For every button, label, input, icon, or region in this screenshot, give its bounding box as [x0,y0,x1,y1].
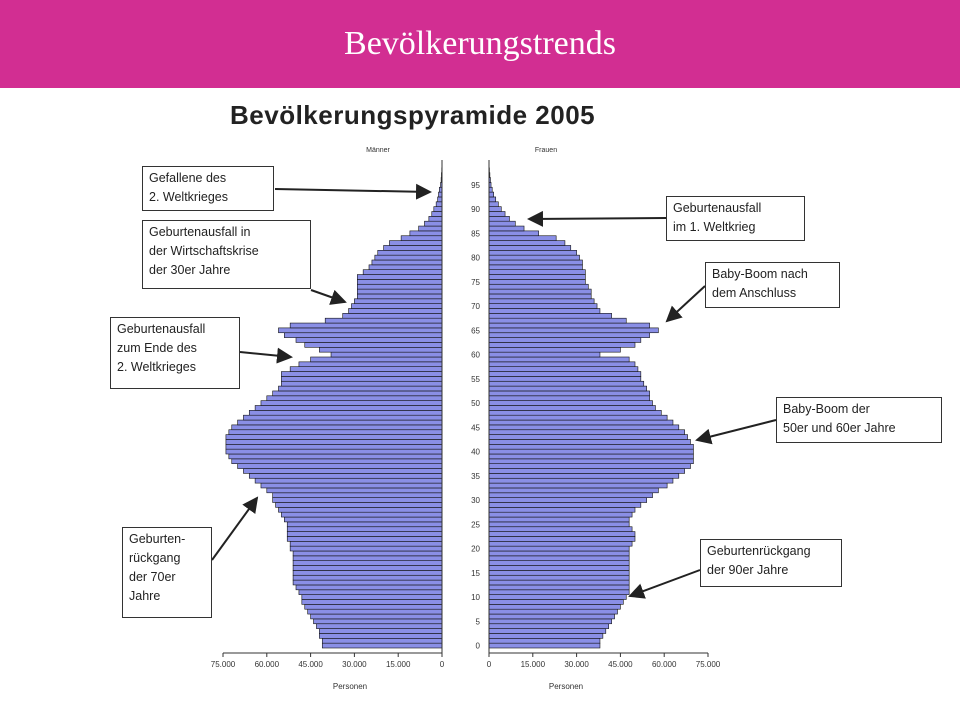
male-bar-age-32 [267,488,442,493]
x-tick-left-label: 45.000 [298,660,323,669]
male-bar-age-0 [322,643,442,648]
male-bar-age-85 [410,231,442,236]
male-bar-age-82 [384,245,442,250]
x-axis-label-left: Personen [332,682,368,691]
male-bar-age-88 [429,216,442,221]
female-bar-age-49 [489,406,655,411]
female-bar-age-57 [489,367,638,372]
age-tick-label: 55 [471,374,480,384]
male-bar-age-13 [293,580,442,585]
female-bar-age-18 [489,556,629,561]
female-bar-age-29 [489,503,641,508]
female-bar-age-40 [489,449,693,454]
male-bar-age-44 [229,430,442,435]
male-bar-age-4 [316,624,442,629]
female-bar-age-82 [489,245,571,250]
age-tick-label: 25 [471,520,480,530]
male-bar-age-50 [261,401,442,406]
female-bar-age-15 [489,570,629,575]
male-bar-age-76 [357,275,442,280]
female-bar-age-3 [489,629,606,634]
female-bar-age-90 [489,207,501,212]
annotation-arrow [529,218,666,219]
male-bar-age-75 [357,279,442,284]
female-bar-age-20 [489,546,629,551]
female-bar-age-86 [489,226,524,231]
female-bar-age-83 [489,241,565,246]
male-bar-age-84 [401,236,442,241]
female-bar-age-46 [489,420,673,425]
female-bar-age-23 [489,532,635,537]
female-bar-age-33 [489,483,667,488]
x-tick-right-label: 45.000 [608,660,633,669]
male-bar-age-31 [273,493,442,498]
female-bar-age-75 [489,279,585,284]
female-bar-age-36 [489,469,685,474]
male-bar-age-63 [296,338,442,343]
male-bar-age-19 [293,551,442,556]
female-bar-age-68 [489,313,612,318]
male-bar-age-77 [363,270,442,275]
age-tick-label: 70 [471,302,480,312]
female-bar-age-89 [489,212,505,217]
female-bar-age-10 [489,595,626,600]
annotation-gefallene: Gefallene des 2. Weltkrieges [142,166,274,211]
male-bar-age-72 [357,294,442,299]
x-tick-left-label: 0 [439,660,445,669]
male-bar-age-54 [281,381,442,386]
male-bar-age-11 [299,590,442,595]
male-bar-age-62 [305,342,442,347]
male-bar-age-61 [319,347,442,352]
male-bar-age-73 [357,289,442,294]
age-tick-label: 95 [471,180,480,190]
female-bar-age-1 [489,638,600,643]
male-bar-age-93 [438,192,442,197]
female-bar-age-78 [489,265,582,270]
male-bar-age-46 [238,420,442,425]
age-tick-label: 0 [475,641,480,651]
female-bar-age-31 [489,493,653,498]
female-bar-age-93 [489,192,494,197]
x-tick-left-label: 60.000 [254,660,280,669]
chart-title: Bevölkerungspyramide 2005 [230,100,596,130]
female-bar-age-32 [489,488,658,493]
age-tick-label: 30 [471,496,480,506]
female-bar-age-69 [489,309,600,314]
male-bar-age-35 [249,473,442,478]
male-bar-age-47 [243,415,442,420]
male-bar-age-92 [438,197,442,202]
male-bar-age-79 [372,260,442,265]
male-bar-age-3 [319,629,442,634]
male-bar-age-45 [232,425,442,430]
female-bar-age-47 [489,415,667,420]
male-bar-age-42 [226,439,442,444]
female-bar-age-62 [489,342,635,347]
male-bar-age-83 [389,241,442,246]
male-bar-age-34 [255,478,442,483]
male-bar-age-68 [343,313,442,318]
age-tick-label: 75 [471,277,480,287]
female-bar-age-67 [489,318,626,323]
female-bar-age-87 [489,221,515,226]
female-bar-age-37 [489,464,690,469]
annotation-arrow [697,420,776,440]
female-bars [489,163,693,648]
female-bar-age-88 [489,216,509,221]
x-tick-right-label: 60.000 [651,660,677,669]
male-bar-age-10 [302,595,442,600]
female-bar-age-77 [489,270,585,275]
female-bar-age-64 [489,333,650,338]
male-bar-age-39 [229,454,442,459]
female-bar-age-71 [489,299,594,304]
male-bar-age-2 [319,633,442,638]
male-bar-age-37 [238,464,442,469]
female-bar-age-45 [489,425,679,430]
x-axis-label-right: Personen [548,682,584,691]
x-tick-right-label: 0 [486,660,492,669]
annotation-arrow [630,570,700,596]
female-bar-age-70 [489,304,597,309]
male-bar-age-60 [331,352,442,357]
female-bar-age-38 [489,459,693,464]
female-bar-age-0 [489,643,600,648]
male-bar-age-25 [287,522,442,527]
age-tick-label: 80 [471,253,480,263]
male-bar-age-38 [232,459,442,464]
male-bar-age-71 [354,299,442,304]
male-bar-age-22 [287,536,442,541]
female-bar-age-14 [489,575,629,580]
female-bar-age-66 [489,323,650,328]
male-bar-age-30 [273,498,442,503]
female-bar-age-35 [489,473,679,478]
female-bar-age-11 [489,590,629,595]
male-bar-age-89 [432,212,442,217]
male-bar-age-6 [311,614,442,619]
female-bar-age-9 [489,600,623,605]
annotation-kriegsende: Geburtenausfall zum Ende des 2. Weltkrieges [110,317,240,389]
female-bar-age-22 [489,536,635,541]
male-bar-age-20 [290,546,442,551]
male-bar-age-7 [308,609,442,614]
male-bar-age-52 [273,391,442,396]
annotation-neunziger: Geburtenrückgang der 90er Jahre [700,539,842,587]
age-tick-label: 65 [471,326,480,336]
male-bar-age-57 [290,367,442,372]
female-bar-age-74 [489,284,588,289]
male-bar-age-28 [278,507,442,512]
female-bar-age-72 [489,294,591,299]
female-bar-age-85 [489,231,539,236]
age-tick-label: 60 [471,350,480,360]
age-tick-label: 90 [471,205,480,215]
female-bar-age-24 [489,527,632,532]
female-bar-age-42 [489,439,690,444]
male-bar-age-17 [293,561,442,566]
female-bar-age-39 [489,454,693,459]
male-bar-age-12 [296,585,442,590]
female-bar-age-60 [489,352,600,357]
male-bar-age-33 [261,483,442,488]
female-bar-age-2 [489,633,603,638]
female-bar-age-25 [489,522,629,527]
female-bar-age-52 [489,391,650,396]
female-bar-age-12 [489,585,629,590]
male-bar-age-87 [424,221,442,226]
male-bar-age-58 [299,362,442,367]
female-bar-age-51 [489,396,650,401]
female-bar-age-50 [489,401,653,406]
age-tick-label: 45 [471,423,480,433]
male-bar-age-18 [293,556,442,561]
female-bar-age-44 [489,430,685,435]
female-bar-age-41 [489,444,693,449]
x-tick-right-label: 30.000 [564,660,589,669]
female-bar-age-13 [489,580,629,585]
female-bar-age-16 [489,566,629,571]
female-bar-age-79 [489,260,582,265]
male-bar-age-69 [349,309,442,314]
female-bar-age-48 [489,410,661,415]
x-tick-left-label: 75.000 [210,660,236,669]
male-bar-age-74 [357,284,442,289]
male-bar-age-49 [255,406,442,411]
annotation-babyboom: Baby-Boom der 50er und 60er Jahre [776,397,942,443]
male-bar-age-23 [287,532,442,537]
male-bar-age-64 [284,333,442,338]
male-bar-age-81 [378,250,442,255]
female-label: Frauen [534,147,558,154]
male-bar-age-5 [314,619,442,624]
x-tick-left-label: 30.000 [342,660,367,669]
female-bar-age-8 [489,604,620,609]
x-tick-right-label: 75.000 [695,660,721,669]
male-bar-age-24 [287,527,442,532]
female-bar-age-30 [489,498,647,503]
male-bar-age-29 [276,503,442,508]
male-bar-age-26 [284,517,442,522]
annotation-anschluss: Baby-Boom nach dem Anschluss [705,262,840,308]
female-bar-age-91 [489,202,498,207]
age-tick-label: 10 [471,593,480,603]
age-tick-label: 5 [475,617,480,627]
female-bar-age-27 [489,512,632,517]
annotation-arrow [311,290,345,302]
female-bar-age-21 [489,541,632,546]
male-bar-age-91 [436,202,442,207]
female-bar-age-81 [489,250,577,255]
age-tick-label: 20 [471,544,480,554]
age-tick-label: 85 [471,229,480,239]
female-bar-age-5 [489,619,612,624]
male-bar-age-40 [226,449,442,454]
male-bar-age-41 [226,444,442,449]
male-bar-age-67 [325,318,442,323]
male-label: Männer [366,147,390,154]
female-bar-age-7 [489,609,617,614]
slide-title: Bevölkerungstrends [344,25,616,62]
male-bar-age-53 [278,386,442,391]
male-bar-age-66 [290,323,442,328]
male-bar-age-70 [351,304,442,309]
male-bar-age-15 [293,570,442,575]
male-bar-age-65 [278,328,442,333]
female-bar-age-61 [489,347,620,352]
female-bar-age-34 [489,478,673,483]
male-bar-age-80 [375,255,442,260]
x-tick-right-label: 15.000 [520,660,546,669]
male-bar-age-43 [226,435,442,440]
x-tick-left-label: 15.000 [385,660,411,669]
male-bar-age-59 [311,357,442,362]
male-bar-age-36 [243,469,442,474]
female-bar-age-26 [489,517,629,522]
male-bar-age-56 [281,372,442,377]
male-bar-age-21 [290,541,442,546]
female-bar-age-76 [489,275,585,280]
female-bar-age-92 [489,197,496,202]
male-bar-age-16 [293,566,442,571]
female-bar-age-19 [489,551,629,556]
female-bar-age-43 [489,435,688,440]
annotation-wirtschaftskrise: Geburtenausfall in der Wirtschaftskrise der 30er Jahre [142,220,311,289]
female-bar-age-56 [489,372,641,377]
age-tick-label: 50 [471,399,480,409]
female-bar-age-65 [489,328,658,333]
male-bar-age-9 [302,600,442,605]
female-bar-age-80 [489,255,580,260]
female-bar-age-28 [489,507,635,512]
male-bar-age-78 [369,265,442,270]
male-bar-age-27 [281,512,442,517]
female-bar-age-17 [489,561,629,566]
annotation-arrow [667,286,705,321]
male-bar-age-90 [434,207,442,212]
female-bar-age-59 [489,357,629,362]
female-bar-age-54 [489,381,644,386]
male-bar-age-55 [281,376,442,381]
age-tick-label: 40 [471,447,480,457]
male-bar-age-48 [249,410,442,415]
female-bar-age-73 [489,289,591,294]
female-bar-age-63 [489,338,641,343]
annotation-siebziger: Geburten- rückgang der 70er Jahre [122,527,212,618]
male-bar-age-1 [322,638,442,643]
age-tick-label: 35 [471,471,480,481]
age-tick-label: 15 [471,568,480,578]
male-bar-age-86 [419,226,442,231]
female-bar-age-53 [489,386,647,391]
male-bar-age-14 [293,575,442,580]
female-bar-age-84 [489,236,556,241]
annotation-arrow [275,189,430,192]
annotation-erster-weltkrieg: Geburtenausfall im 1. Weltkrieg [666,196,805,241]
male-bar-age-8 [305,604,442,609]
female-bar-age-6 [489,614,615,619]
female-bar-age-58 [489,362,635,367]
annotation-arrow [212,498,257,560]
annotation-arrow [240,352,291,357]
male-bar-age-51 [267,396,442,401]
female-bar-age-4 [489,624,609,629]
female-bar-age-55 [489,376,641,381]
